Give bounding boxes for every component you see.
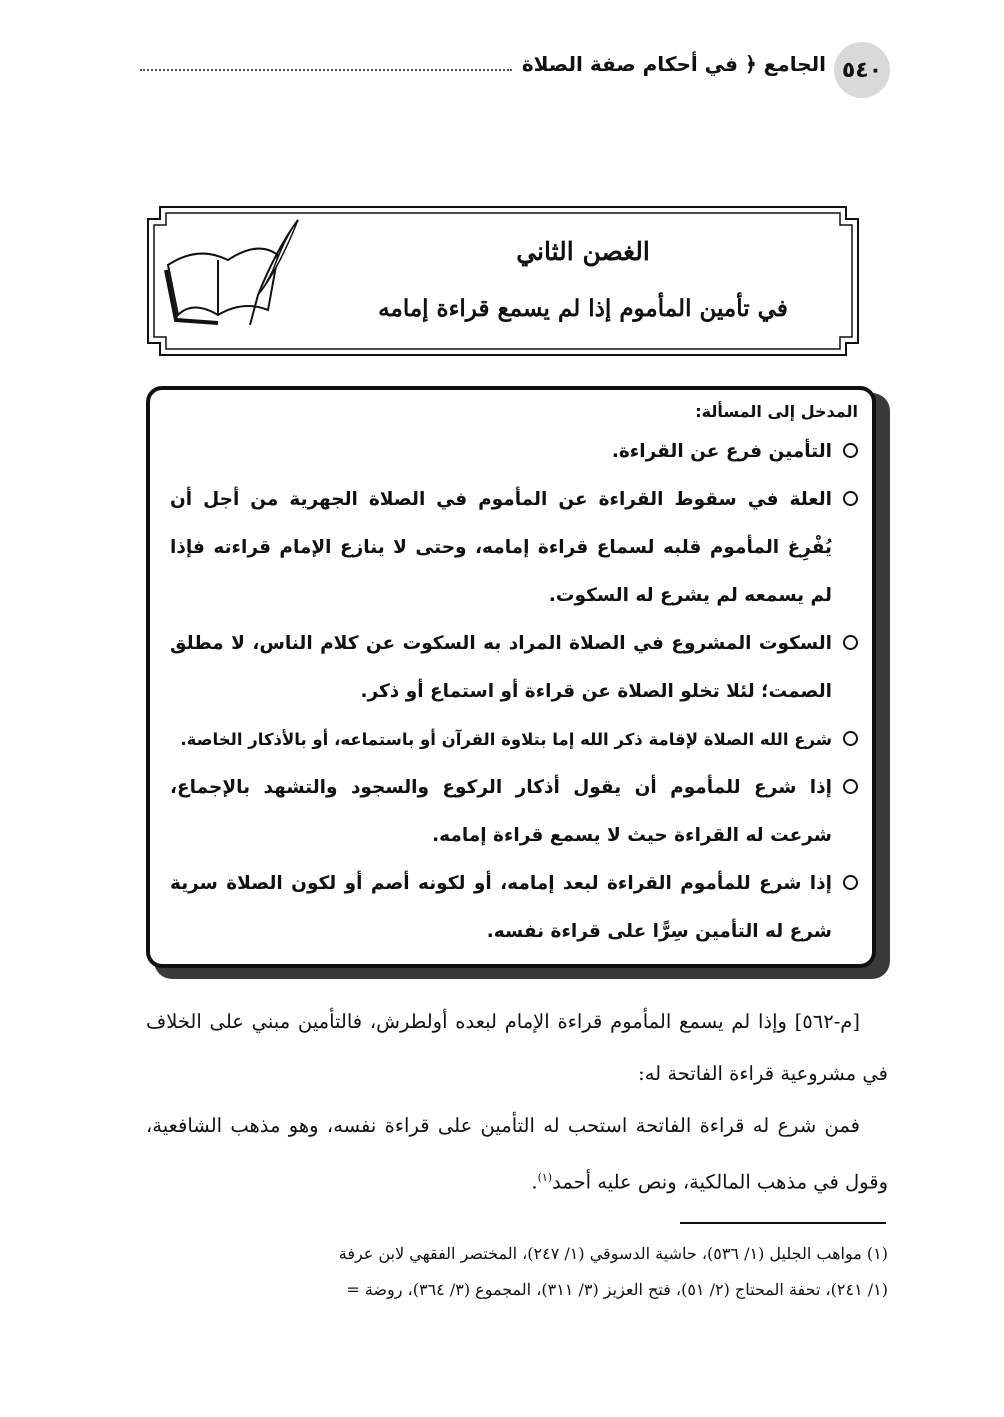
footnotes (146, 1236, 888, 1308)
circle-bullet-icon (843, 443, 858, 458)
footnote-ref: (١) (537, 1171, 553, 1184)
circle-bullet-icon (843, 491, 858, 506)
running-title (140, 52, 826, 76)
circle-bullet-icon (843, 635, 858, 650)
body-paragraph: [م-٥٦٢] وإذا لم يسمع المأموم قراءة الإمام لبعده أولطرش، فالتأمين مبني على الخلاف في مشروعية قراءة الفاتحة له: (146, 1010, 888, 1085)
book-title: الجامع ﴿ في أحكام صفة الصلاة (521, 52, 826, 76)
summary-point: إذا شرع للمأموم أن يقول أذكار الركوع والسجود والتشهد بالإجماع، شرعت له القراءة حيث لا يسمع قراءة إمامه. (170, 764, 858, 860)
summary-point: إذا شرع للمأموم القراءة لبعد إمامه، أو لكونه أصم أو لكون الصلاة سرية شرع له التأمين سِرًّا على قراءة نفسه. (170, 860, 858, 956)
footnote-separator (680, 1222, 886, 1224)
summary-box (146, 386, 876, 968)
body-paragraph: فمن شرع له قراءة الفاتحة استحب له التأمين على قراءة نفسه، وهو مذهب الشافعية، وقول في مذهب المالكية، ونص عليه أحمد$^{(١)}$. (146, 1114, 888, 1194)
header-dotted-leader (140, 69, 512, 71)
summary-point: العلة في سقوط القراءة عن المأموم في الصلاة الجهرية من أجل أن يُفْرِغ المأموم قلبه لسماع قراءة إمامه، وحتى لا ينازع الإمام قراءته فإذا لم يسمعه لم يشرع له السكوت. (170, 476, 858, 620)
section-subtitle: في تأمين المأموم إذا لم يسمع قراءة إمامه (378, 295, 788, 322)
circle-bullet-icon (843, 731, 858, 746)
body-text (146, 996, 888, 1209)
footnote-line: (١/ ٢٤١)، تحفة المحتاج (٢/ ٥١)، فتح العزيز (٣/ ٣١١)، المجموع (٣/ ٣٦٤)، روضة = (346, 1280, 888, 1299)
summary-point: التأمين فرع عن القراءة. (170, 428, 858, 476)
circle-bullet-icon (843, 779, 858, 794)
summary-heading: المدخل إلى المسألة: (695, 402, 858, 421)
page-number: ٥٤٠ (834, 42, 890, 98)
page-header (140, 42, 890, 98)
book-quill-icon (158, 215, 308, 335)
circle-bullet-icon (843, 875, 858, 890)
summary-point: شرع الله الصلاة لإقامة ذكر الله إما بتلاوة القرآن أو باستماعه، أو بالأذكار الخاصة. (170, 716, 858, 764)
section-title: الغصن الثاني (516, 237, 650, 266)
footnote-line: (١) مواهب الجليل (١/ ٥٣٦)، حاشية الدسوقي (١/ ٢٤٧)، المختصر الفقهي لابن عرفة (338, 1244, 888, 1263)
summary-point: السكوت المشروع في الصلاة المراد به السكوت عن كلام الناس، لا مطلق الصمت؛ لئلا تخلو الصلاة عن قراءة أو استماع أو ذكر. (170, 620, 858, 716)
section-title-frame (146, 205, 860, 357)
